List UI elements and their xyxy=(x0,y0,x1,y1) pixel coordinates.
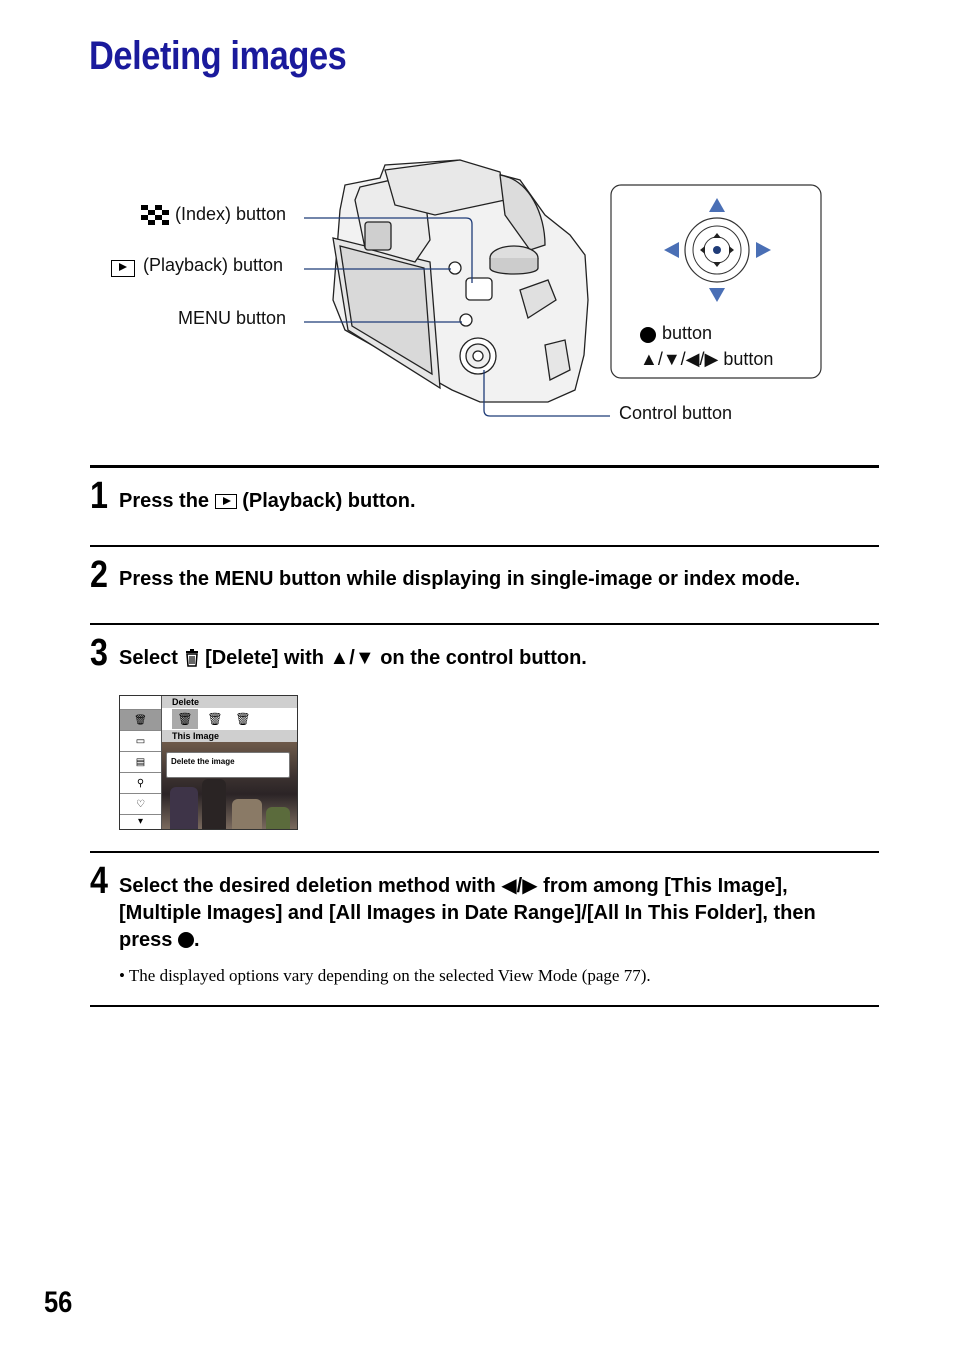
chevron-down-icon: ▾ xyxy=(137,815,144,827)
slideshow-icon: ▤ xyxy=(120,752,161,773)
step-number: 3 xyxy=(90,632,108,674)
trash-icon: 🗑 xyxy=(120,710,161,731)
camera-diagram xyxy=(0,0,954,450)
index-button-label: (Index) button xyxy=(175,204,287,224)
step-number: 2 xyxy=(90,554,108,596)
screen-options xyxy=(162,708,297,731)
step-4-text xyxy=(119,873,816,954)
divider xyxy=(90,465,879,468)
rotate-icon: ▭ xyxy=(120,731,161,752)
arrow-buttons-label: ▲/▼/◀/▶ button xyxy=(640,349,774,369)
step-4-text-press: press xyxy=(119,929,173,951)
playback-icon xyxy=(215,494,237,509)
step-1-text-a: Press the xyxy=(119,490,210,512)
menu-button-label: MENU button xyxy=(178,308,287,328)
step-4-line-3 xyxy=(119,927,816,954)
note: • The displayed options vary depending on the selected View Mode (page 77). xyxy=(119,966,651,985)
screen-popup: Delete the image xyxy=(166,752,290,778)
screen-menu-column xyxy=(120,696,162,829)
divider xyxy=(90,545,879,547)
favorite-icon: ♡ xyxy=(120,794,161,815)
step-1-text xyxy=(119,488,416,515)
page-number: 56 xyxy=(44,1286,73,1319)
camera-illustration xyxy=(333,160,588,402)
playback-button-label: (Playback) button xyxy=(143,255,284,275)
divider xyxy=(90,851,879,853)
step-3-text xyxy=(119,645,587,672)
playback-icon xyxy=(111,260,135,277)
center-dot-icon xyxy=(178,932,194,948)
step-3-text-b: [Delete] with ▲/▼ on the control button. xyxy=(205,647,587,669)
zoom-icon: ⚲ xyxy=(120,773,161,794)
all-images-icon: 🗑 xyxy=(235,712,251,726)
step-number: 1 xyxy=(90,475,108,517)
control-button-label: Control button xyxy=(619,403,733,423)
center-button-label: button xyxy=(662,323,713,343)
trash-icon xyxy=(184,649,200,667)
step-4-line-2: [Multiple Images] and [All Images in Date Range]/[All In This Folder], then xyxy=(119,902,816,924)
step-1-text-b: (Playback) button. xyxy=(242,490,416,512)
camera-screen xyxy=(119,695,298,830)
step-2-text: Press the MENU button while displaying in single-image or index mode. xyxy=(119,568,801,590)
step-3-text-a: Select xyxy=(119,647,178,669)
index-icon xyxy=(141,205,169,225)
step-4-line-1: Select the desired deletion method with ◀/▶ from among [This Image], xyxy=(119,875,788,897)
divider xyxy=(90,623,879,625)
multiple-images-icon: 🗑 xyxy=(207,712,223,726)
center-dot-icon xyxy=(640,327,656,343)
step-4-text-period: . xyxy=(193,929,200,951)
divider xyxy=(90,1005,879,1007)
step-number: 4 xyxy=(90,860,108,902)
page-title: Deleting images xyxy=(89,34,347,78)
screen-selected-option: This Image xyxy=(162,730,297,742)
screen-header: Delete xyxy=(162,696,297,708)
this-image-icon: 🗑 xyxy=(172,709,198,729)
